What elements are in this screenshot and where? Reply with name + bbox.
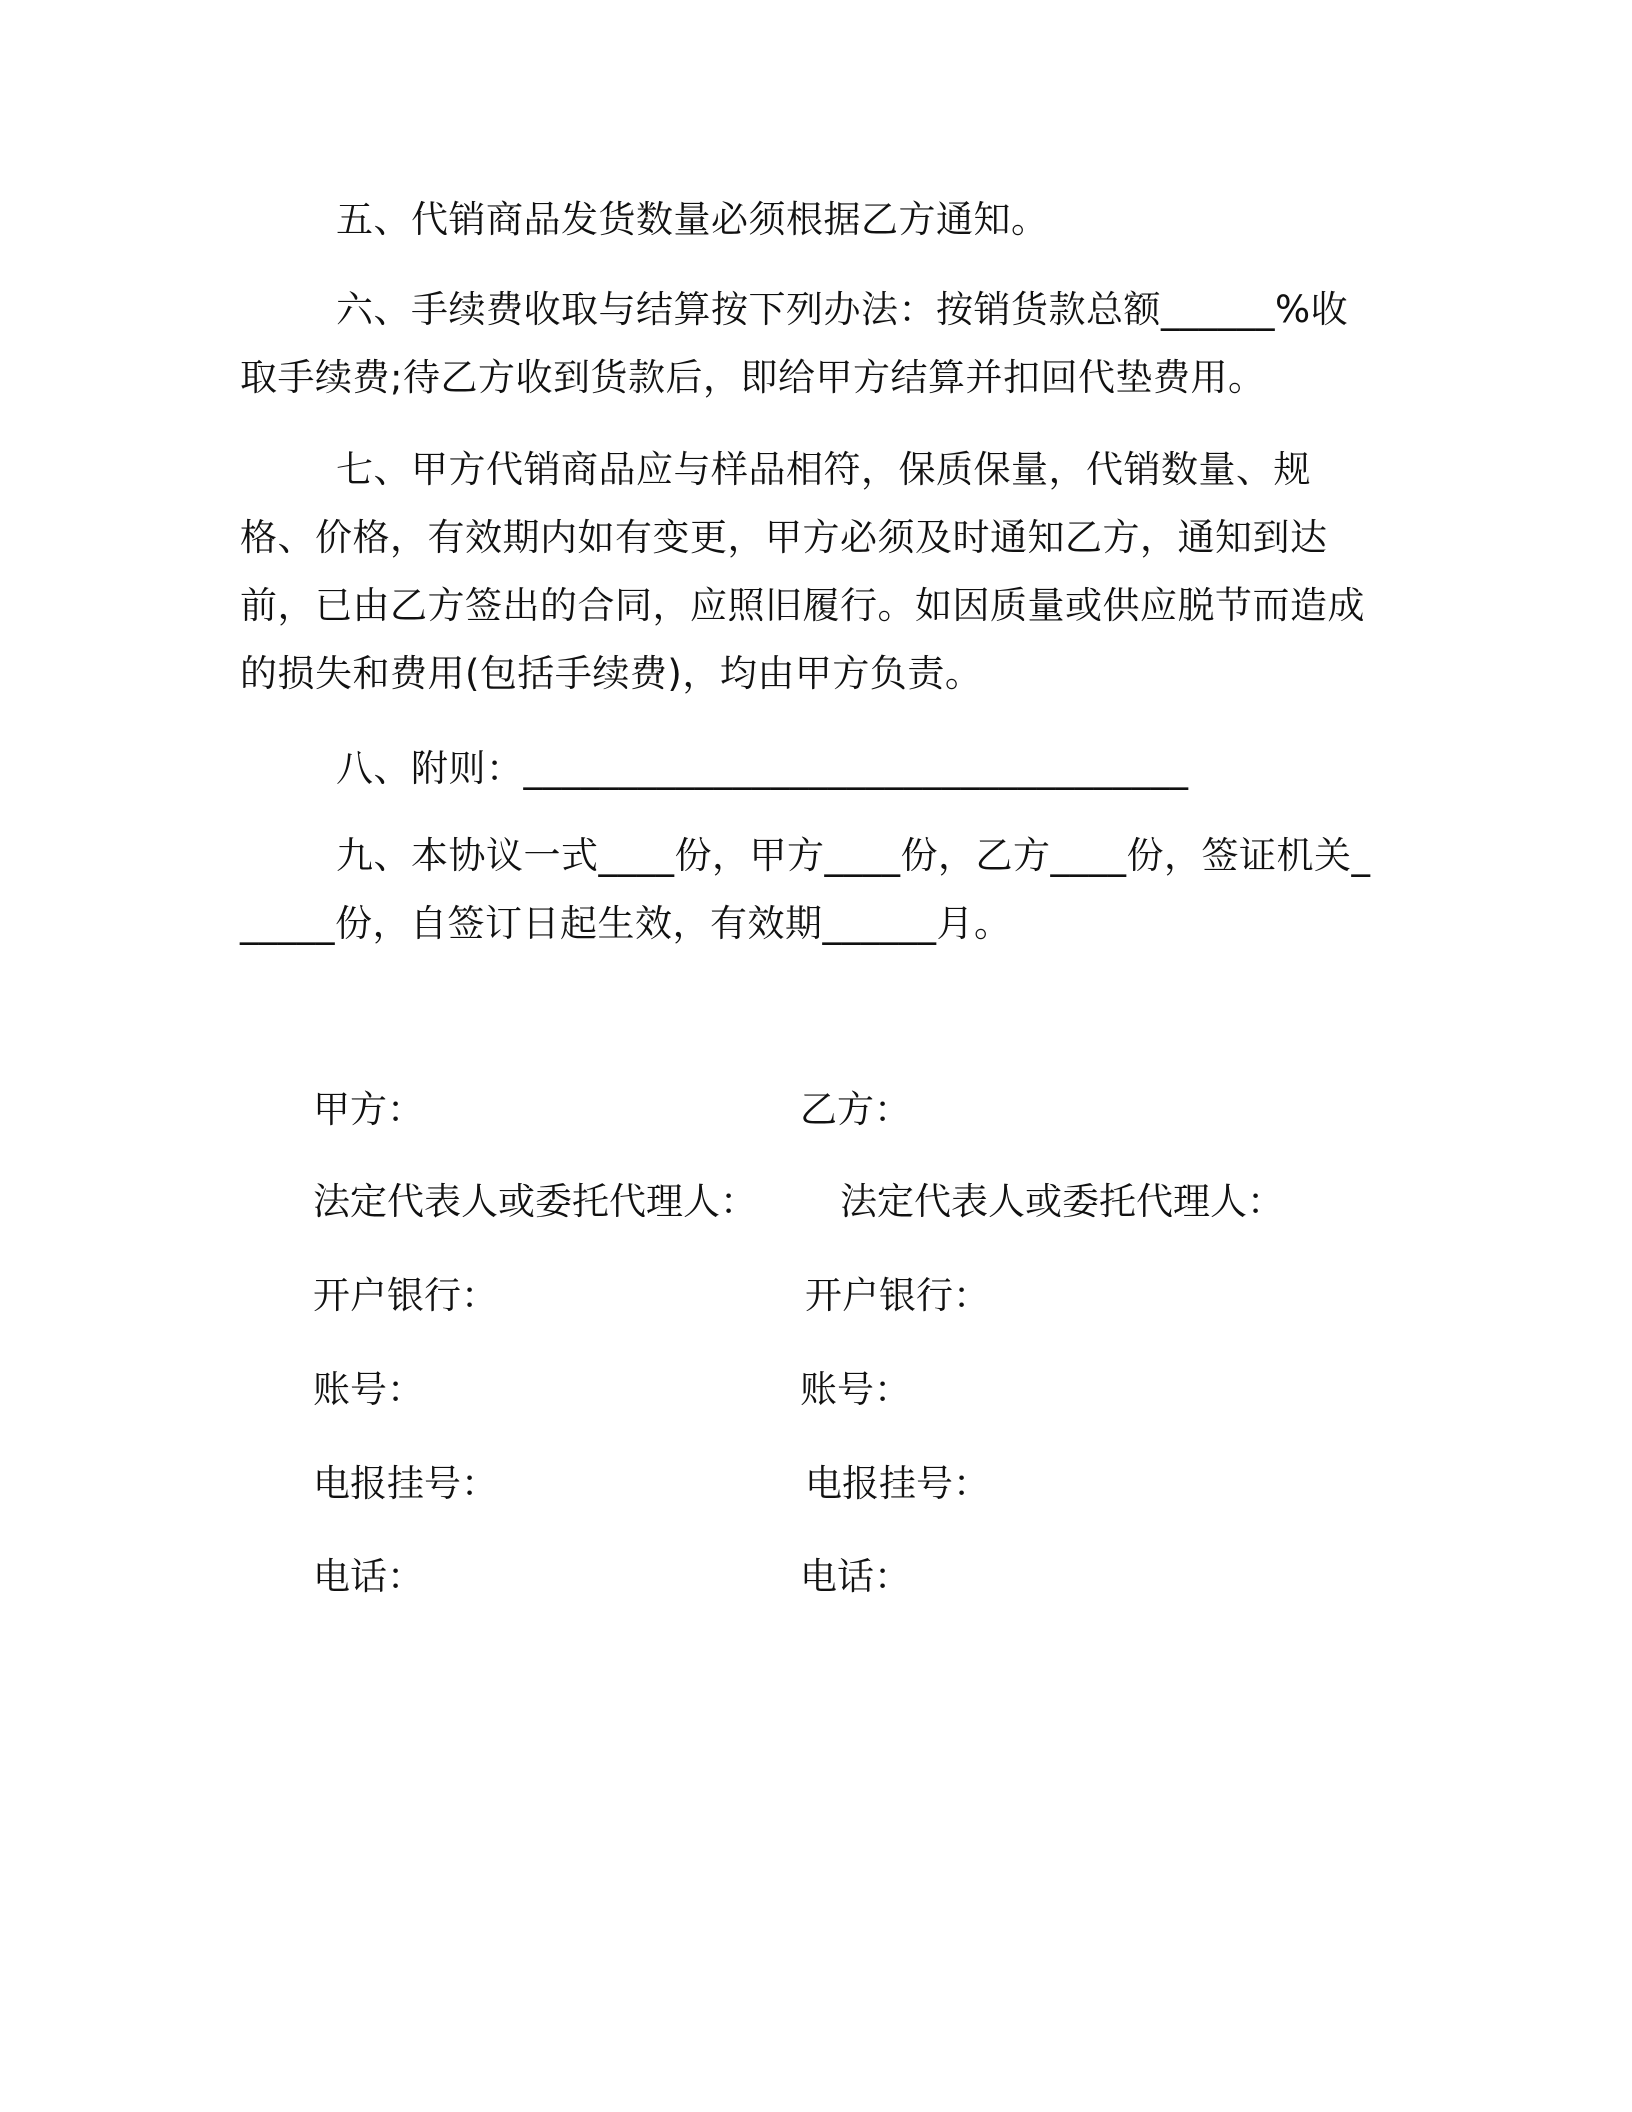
clause-8-text: 八、附则：___________________________________ <box>336 747 1189 790</box>
party-a-representative-label: 法定代表人或委托代理人： <box>313 1180 757 1223</box>
clause-5-text: 五、代销商品发货数量必须根据乙方通知。 <box>336 198 1049 241</box>
party-a-account-label: 账号： <box>313 1368 424 1411</box>
party-b-phone-label: 电话： <box>800 1555 911 1598</box>
party-b-label: 乙方： <box>800 1088 911 1131</box>
clause-8 <box>240 735 1380 803</box>
party-b-representative-label: 法定代表人或委托代理人： <box>840 1180 1284 1223</box>
clause-7-text: 七、甲方代销商品应与样品相符，保质保量，代销数量、规格、价格，有效期内如有变更，甲方必须及时通知乙方，通知到达前，已由乙方签出的合同，应照旧履行。如因质量或供应脱节而造成的损失和费用(包括手续费)，均由甲方负责。 <box>240 448 1365 695</box>
clause-6-text: 六、手续费收取与结算按下列办法：按销货款总额______%收取手续费;待乙方收到货款后，即给甲方结算并扣回代垫费用。 <box>240 288 1349 399</box>
party-b-telegraph-label: 电报挂号： <box>805 1462 990 1505</box>
party-a-telegraph-label: 电报挂号： <box>313 1462 498 1505</box>
clause-9-text: 九、本协议一式____份，甲方____份，乙方____份，签证机关______份，自签订日起生效，有效期______月。 <box>240 834 1371 945</box>
clause-5 <box>240 186 1380 254</box>
party-a-label: 甲方： <box>313 1088 424 1131</box>
party-a-phone-label: 电话： <box>313 1555 424 1598</box>
party-b-bank-label: 开户银行： <box>805 1274 990 1317</box>
clause-9 <box>240 822 1380 958</box>
clause-6 <box>240 276 1380 412</box>
clause-7 <box>240 436 1380 708</box>
party-b-account-label: 账号： <box>800 1368 911 1411</box>
party-a-bank-label: 开户银行： <box>313 1274 498 1317</box>
